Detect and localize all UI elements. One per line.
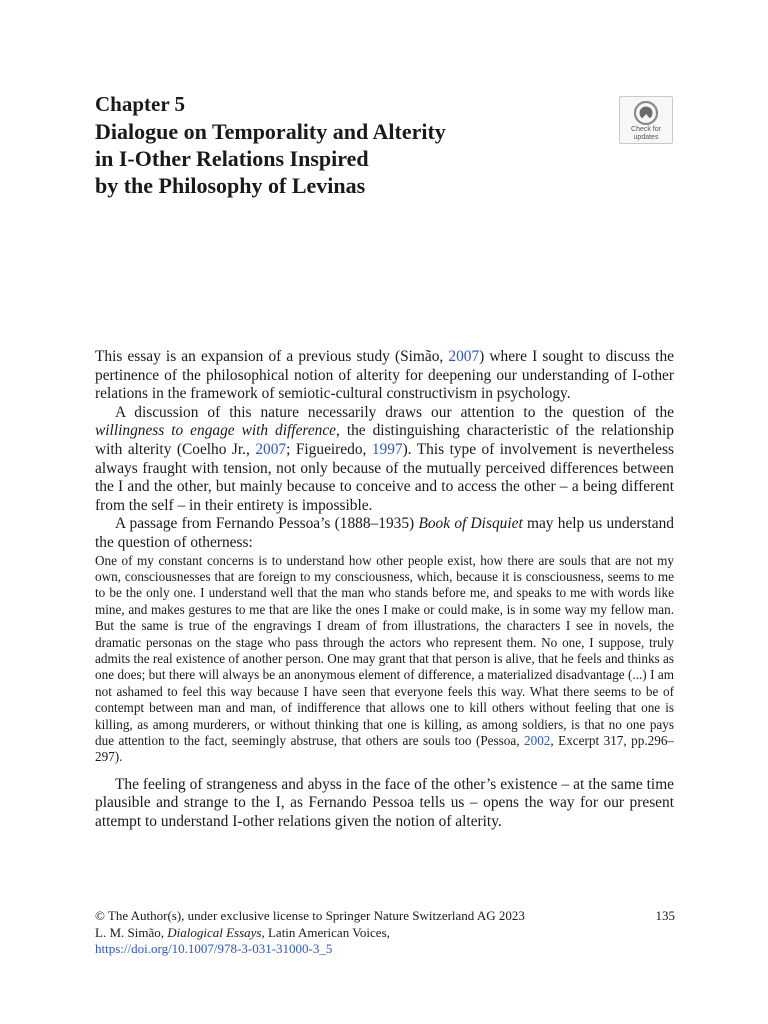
badge-line-2: updates (633, 134, 659, 141)
chapter-header (95, 92, 675, 199)
chapter-title-line-3: by the Philosophy of Levinas (95, 173, 366, 198)
block-quote (95, 553, 674, 766)
chapter-title-line-2: in I-Other Relations Inspired (95, 146, 369, 171)
paragraph-4: The feeling of strangeness and abyss in the face of the other’s existence – at the same time plausible and strange to the I, as Fernando Pessoa tells us – opens the way for our present attempt to understand I-other relations given the notion of alterity. (95, 775, 674, 830)
book-author: L. M. Simão, (95, 924, 168, 940)
paragraph-1 (95, 348, 674, 404)
chapter-title-line-1: Dialogue on Temporality and Alterity (95, 119, 446, 144)
paragraph-3-text-a: A passage from Fernando Pessoa’s (1888–1935) (115, 515, 419, 533)
doi-link[interactable]: https://doi.org/10.1007/978-3-031-31000-3_5 (95, 941, 333, 956)
check-for-updates-badge[interactable] (619, 96, 673, 144)
paragraph-3 (95, 515, 674, 552)
citation-link-figueiredo-1997[interactable]: 1997 (371, 440, 403, 458)
paragraph-1-text-b: ) where I sought to discuss the pertinence of the philosophical notion of alterity for deepening our understanding of I-other relations in the framework of semiotic-cultural constructivism in psychology. (95, 348, 674, 403)
chapter-label: Chapter 5 (95, 92, 186, 116)
block-quote-text-b: , Excerpt 317, pp.296–297). (95, 733, 674, 765)
book-title: Dialogical Essays (167, 924, 262, 940)
chapter-title (95, 118, 675, 199)
book-series: , Latin American Voices, (261, 924, 390, 940)
paragraph-1-text-a: This essay is an expansion of a previous study (Simão, (95, 348, 449, 365)
paragraph-2-emphasis: willingness to engage with difference (95, 422, 337, 440)
check-for-updates-icon (633, 101, 659, 125)
citation-link-simao-2007[interactable]: 2007 (448, 348, 480, 365)
citation-link-pessoa-2002[interactable]: 2002 (524, 733, 551, 748)
chapter-body (95, 348, 674, 832)
badge-line-1: Check for (631, 126, 661, 133)
citation-link-coelho-2007[interactable]: 2007 (255, 440, 287, 458)
copyright-line: © The Author(s), under exclusive license to Springer Nature Switzerland AG 2023 (95, 908, 525, 923)
page-number: 135 (655, 908, 675, 923)
block-quote-text-a: One of my constant concerns is to understand how other people exist, how there are souls that are not my own, consciousnesses that are foreign to my consciousness, which, because it is consciousness, seems to me to be the only one. I understand well that the man who stands before me, and speaks to me with words like mine, and makes gestures to me that are like the ones I make or could make, is in some way my fellow man. But the same is true of the engravings I dream of from illustrations, the characters I see in novels, the dramatic personas on the stage who pass through the actors who represent them. No one, I suppose, truly admits the real existence of another person. One may grant that that person is alive, that he feels and thinks as one does; but there will always be an anonymous element of difference, a materialized disadvantage (...) I am not ashamed to feel this way because I have seen that everyone feels this way. What there seems to be of contempt between man and man, of indifference that allows one to kill others without feeling that one is killing, as among murderers, or without thinking that one is killing, as among soldiers, is that no one pays due attention to the fact, seemingly abstruse, that others are souls too (Pessoa, (95, 552, 674, 748)
paragraph-2-text-a: A discussion of this nature necessarily draws our attention to the question of the (115, 403, 674, 421)
book-citation-line (95, 925, 675, 942)
paragraph-3-emphasis: Book of Disquiet (418, 515, 523, 533)
paragraph-3-text-b: may help us understand the question of otherness: (95, 515, 674, 551)
page-footer (95, 908, 675, 958)
paragraph-2-text-d: ). This type of involvement is nevertheless always fraught with tension, not only because of the mutually perceived differences between the I and the other, but mainly because to conceive and to access the other – a being different from the self – in their entirety is impossible. (95, 440, 674, 514)
paragraph-2 (95, 404, 674, 516)
paragraph-2-text-b: , the distinguishing characteristic of the relationship with alterity (Coelho Jr., (95, 422, 674, 458)
paragraph-2-text-c: ; Figueiredo, (286, 440, 372, 458)
